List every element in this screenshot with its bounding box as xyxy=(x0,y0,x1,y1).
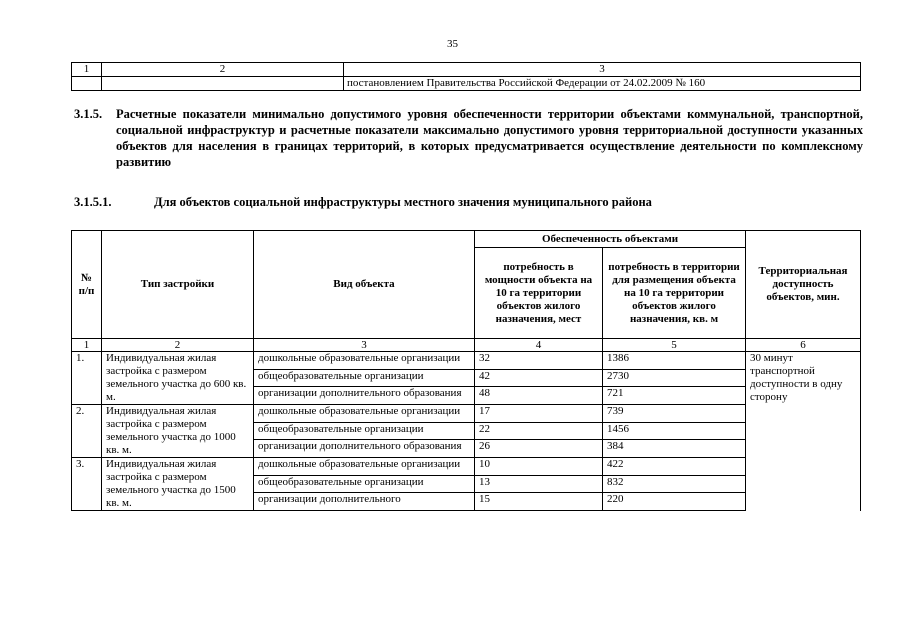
column-number: 4 xyxy=(475,339,603,352)
continuation-text: постановлением Правительства Российской Федерации от 24.02.2009 № 160 xyxy=(344,77,861,91)
object-type: дошкольные образовательные организации xyxy=(254,352,475,370)
development-type: Индивидуальная жилая застройка с размером земельного участка до 1500 кв. м. xyxy=(102,458,254,511)
header-provision-group: Обеспеченность объектами xyxy=(475,231,746,248)
area-value: 739 xyxy=(603,405,746,423)
column-number: 6 xyxy=(746,339,861,352)
subsection-title: Для объектов социальной инфраструктуры местного значения муниципального района xyxy=(154,195,652,209)
capacity-value: 22 xyxy=(475,422,603,440)
object-type: дошкольные образовательные организации xyxy=(254,405,475,423)
empty-cell xyxy=(72,77,102,91)
capacity-value: 15 xyxy=(475,493,603,511)
row-number: 1. xyxy=(72,352,102,405)
column-number: 1 xyxy=(72,63,102,77)
header-area: потребность в территории для размещения объекта на 10 га территории объектов жилого назначения, кв. м xyxy=(603,248,746,339)
area-value: 220 xyxy=(603,493,746,511)
capacity-value: 32 xyxy=(475,352,603,370)
development-type: Индивидуальная жилая застройка с размером земельного участка до 600 кв. м. xyxy=(102,352,254,405)
header-capacity: потребность в мощности объекта на 10 га территории объектов жилого назначения, мест xyxy=(475,248,603,339)
header-access: Территориальная доступность объектов, мин. xyxy=(746,231,861,339)
object-type: общеобразовательные организации xyxy=(254,422,475,440)
object-type: организации дополнительного xyxy=(254,493,475,511)
row-number: 3. xyxy=(72,458,102,511)
column-number: 2 xyxy=(102,339,254,352)
area-value: 832 xyxy=(603,475,746,493)
column-number: 2 xyxy=(102,63,344,77)
capacity-value: 10 xyxy=(475,458,603,476)
page-number: 35 xyxy=(447,38,458,50)
header-object: Вид объекта xyxy=(254,231,475,339)
continuation-table xyxy=(71,62,861,91)
capacity-value: 42 xyxy=(475,369,603,387)
capacity-value: 26 xyxy=(475,440,603,458)
object-type: дошкольные образовательные организации xyxy=(254,458,475,476)
column-number: 3 xyxy=(344,63,861,77)
table-row xyxy=(72,352,861,370)
area-value: 384 xyxy=(603,440,746,458)
area-value: 1456 xyxy=(603,422,746,440)
capacity-value: 17 xyxy=(475,405,603,423)
object-type: организации дополнительного образования xyxy=(254,387,475,405)
area-value: 1386 xyxy=(603,352,746,370)
column-number: 1 xyxy=(72,339,102,352)
section-title: Расчетные показатели минимально допустимого уровня обеспеченности территории объектами коммунальной, транспортной, социальной инфраструктур и расчетные показатели максимально допустимого уровня территориальной доступности указанных объектов для населения в границах территорий, в которых предусматривается осуществление деятельности по комплексному развитию xyxy=(116,107,863,169)
column-number: 5 xyxy=(603,339,746,352)
table-row xyxy=(72,405,861,423)
column-number: 3 xyxy=(254,339,475,352)
capacity-value: 13 xyxy=(475,475,603,493)
area-value: 721 xyxy=(603,387,746,405)
empty-cell xyxy=(102,77,344,91)
capacity-value: 48 xyxy=(475,387,603,405)
accessibility-value: 30 минут транспортной доступности в одну сторону xyxy=(746,352,861,511)
subsection-number: 3.1.5.1. xyxy=(74,195,112,209)
subsection-heading xyxy=(74,194,863,210)
area-value: 422 xyxy=(603,458,746,476)
section-heading xyxy=(74,106,863,170)
development-type: Индивидуальная жилая застройка с размером земельного участка до 1000 кв. м. xyxy=(102,405,254,458)
table-row xyxy=(72,458,861,476)
area-value: 2730 xyxy=(603,369,746,387)
object-type: организации дополнительного образования xyxy=(254,440,475,458)
header-num: № п/п xyxy=(72,231,102,339)
header-type: Тип застройки xyxy=(102,231,254,339)
object-type: общеобразовательные организации xyxy=(254,369,475,387)
object-type: общеобразовательные организации xyxy=(254,475,475,493)
section-number: 3.1.5. xyxy=(74,107,103,121)
row-number: 2. xyxy=(72,405,102,458)
standards-table xyxy=(71,230,861,511)
